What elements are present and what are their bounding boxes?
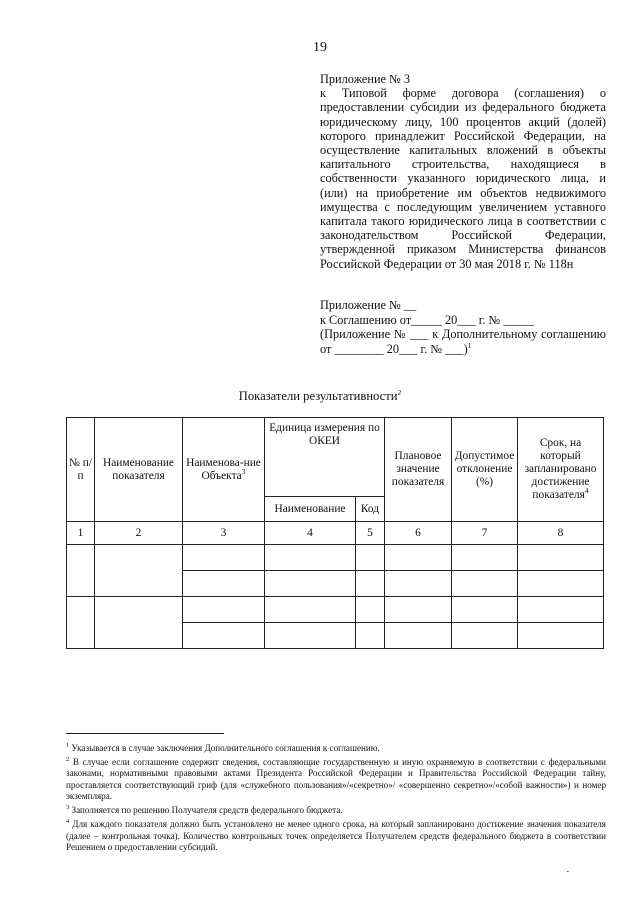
table-cell [452,597,518,623]
appendix-title: Приложение № 3 [320,72,411,86]
agreement-line-3 [320,327,606,356]
table-cell [183,545,265,571]
table-cell [385,571,452,597]
table-cell [183,571,265,597]
table-cell [356,597,385,623]
table-cell [518,571,604,597]
agreement-line-1: Приложение № __ [320,298,417,312]
table-cell [385,545,452,571]
column-number: 8 [518,522,604,545]
footnote [66,754,606,802]
table-cell [356,545,385,571]
header-planned: Плановое значение показателя [385,418,452,522]
footnote-marker: 4 [584,486,589,496]
footnote-text: В случае если соглашение содержит сведения, составляющие государственную и иную охраняемую в соответствии с федеральными законами, нормативными правовыми актами Президента Российской Федерации и Правительства Российской Федерации тайну, проставляется соответствующий гриф (для «служебного пользования»/«секретно»/ «совершенно секретно»/«собой важности») и номер экземпляра. [66,757,606,801]
column-number: 2 [95,522,183,545]
footnote-mark: 1 [66,742,70,749]
header-indicator-name: Наименование показателя [95,418,183,522]
table-cell [518,597,604,623]
footnote [66,816,606,853]
column-number: 3 [183,522,265,545]
indicators-table [66,417,604,649]
footnote [66,740,606,754]
table-cell [452,623,518,649]
header-object-text: Наименова-ние Объекта [186,456,261,482]
footnote-mark: 4 [66,818,70,826]
table-cell [356,623,385,649]
header-unit-code: Код [356,497,385,522]
table-cell [183,623,265,649]
table-title-text: Показатели результативности [238,389,398,403]
column-number: 4 [265,522,356,545]
footnote-mark: 3 [66,804,70,812]
column-number: 5 [356,522,385,545]
appendix-block [320,72,606,271]
table-cell [265,597,356,623]
header-object [183,418,265,522]
column-number: 7 [452,522,518,545]
footnote-marker: 3 [241,466,246,476]
footnote-marker: 2 [397,387,402,397]
agreement-line-3-text: (Приложение № ___ к Дополнительному соглашению от ________ 20___ г. № ___) [320,327,606,356]
table-cell [95,597,183,649]
column-number: 1 [67,522,95,545]
agreement-line-2: к Соглашению от_____ 20___ г. № _____ [320,312,535,327]
page-number: 19 [313,40,327,55]
agreement-reference [320,298,606,356]
header-deadline-text: Срок, на который запланировано достижение показателя [524,437,597,501]
table-cell [385,597,452,623]
footnote-mark: 2 [66,756,70,764]
appendix-text: к Типовой форме договора (соглашения) о предоставлении субсидии из федерального бюджета юридическому лицу, 100 процентов акций (долей) которого принадлежит Российской Федерации, на осуществление капитальных вложений в объекты капитального строительства, находящиеся в собственности указанного юридического лица, и (или) на приобретение им объектов недвижимого имущества с последующим увеличением уставного капитала такого юридического лица в соответствии с законодательством Российской Федерации, утвержденной приказом Министерства финансов Российской Федерации от 30 мая 2018 г. № 118н [320,86,606,271]
table-cell [265,545,356,571]
table-cell [67,597,95,649]
header-unit: Единица измерения по ОКЕИ [265,418,385,497]
footnote-text: Для каждого показателя должно быть установлено не менее одного срока, на который запланировано достижение значения показателя (далее – контрольная точка). Количество контрольных точек определяется Получателем средств федерального бюджета в соответствии Решением о предоставлении субсидий. [66,819,606,852]
scan-mark: · [566,866,570,878]
column-number: 6 [385,522,452,545]
header-unit-name: Наименование [265,497,356,522]
footnote-text: Указывается в случае заключения Дополнительного соглашения к соглашению. [71,743,380,754]
footnote-marker: 1 [467,340,472,350]
table-cell [452,571,518,597]
footnotes [66,740,606,853]
table-cell [518,623,604,649]
table-cell [518,545,604,571]
table-cell [265,571,356,597]
footnote [66,802,606,816]
header-deadline [518,418,604,522]
header-deviation: Допустимое отклонение (%) [452,418,518,522]
table-cell [385,623,452,649]
footnote-text: Заполняется по решению Получателя средств федерального бюджета. [71,805,343,816]
table-cell [183,597,265,623]
footnote-divider [66,733,224,734]
header-num: № п/п [67,418,95,522]
table-cell [265,623,356,649]
table-title [0,389,640,404]
table-cell [95,545,183,597]
table-cell [67,545,95,597]
table-cell [452,545,518,571]
table-cell [356,571,385,597]
